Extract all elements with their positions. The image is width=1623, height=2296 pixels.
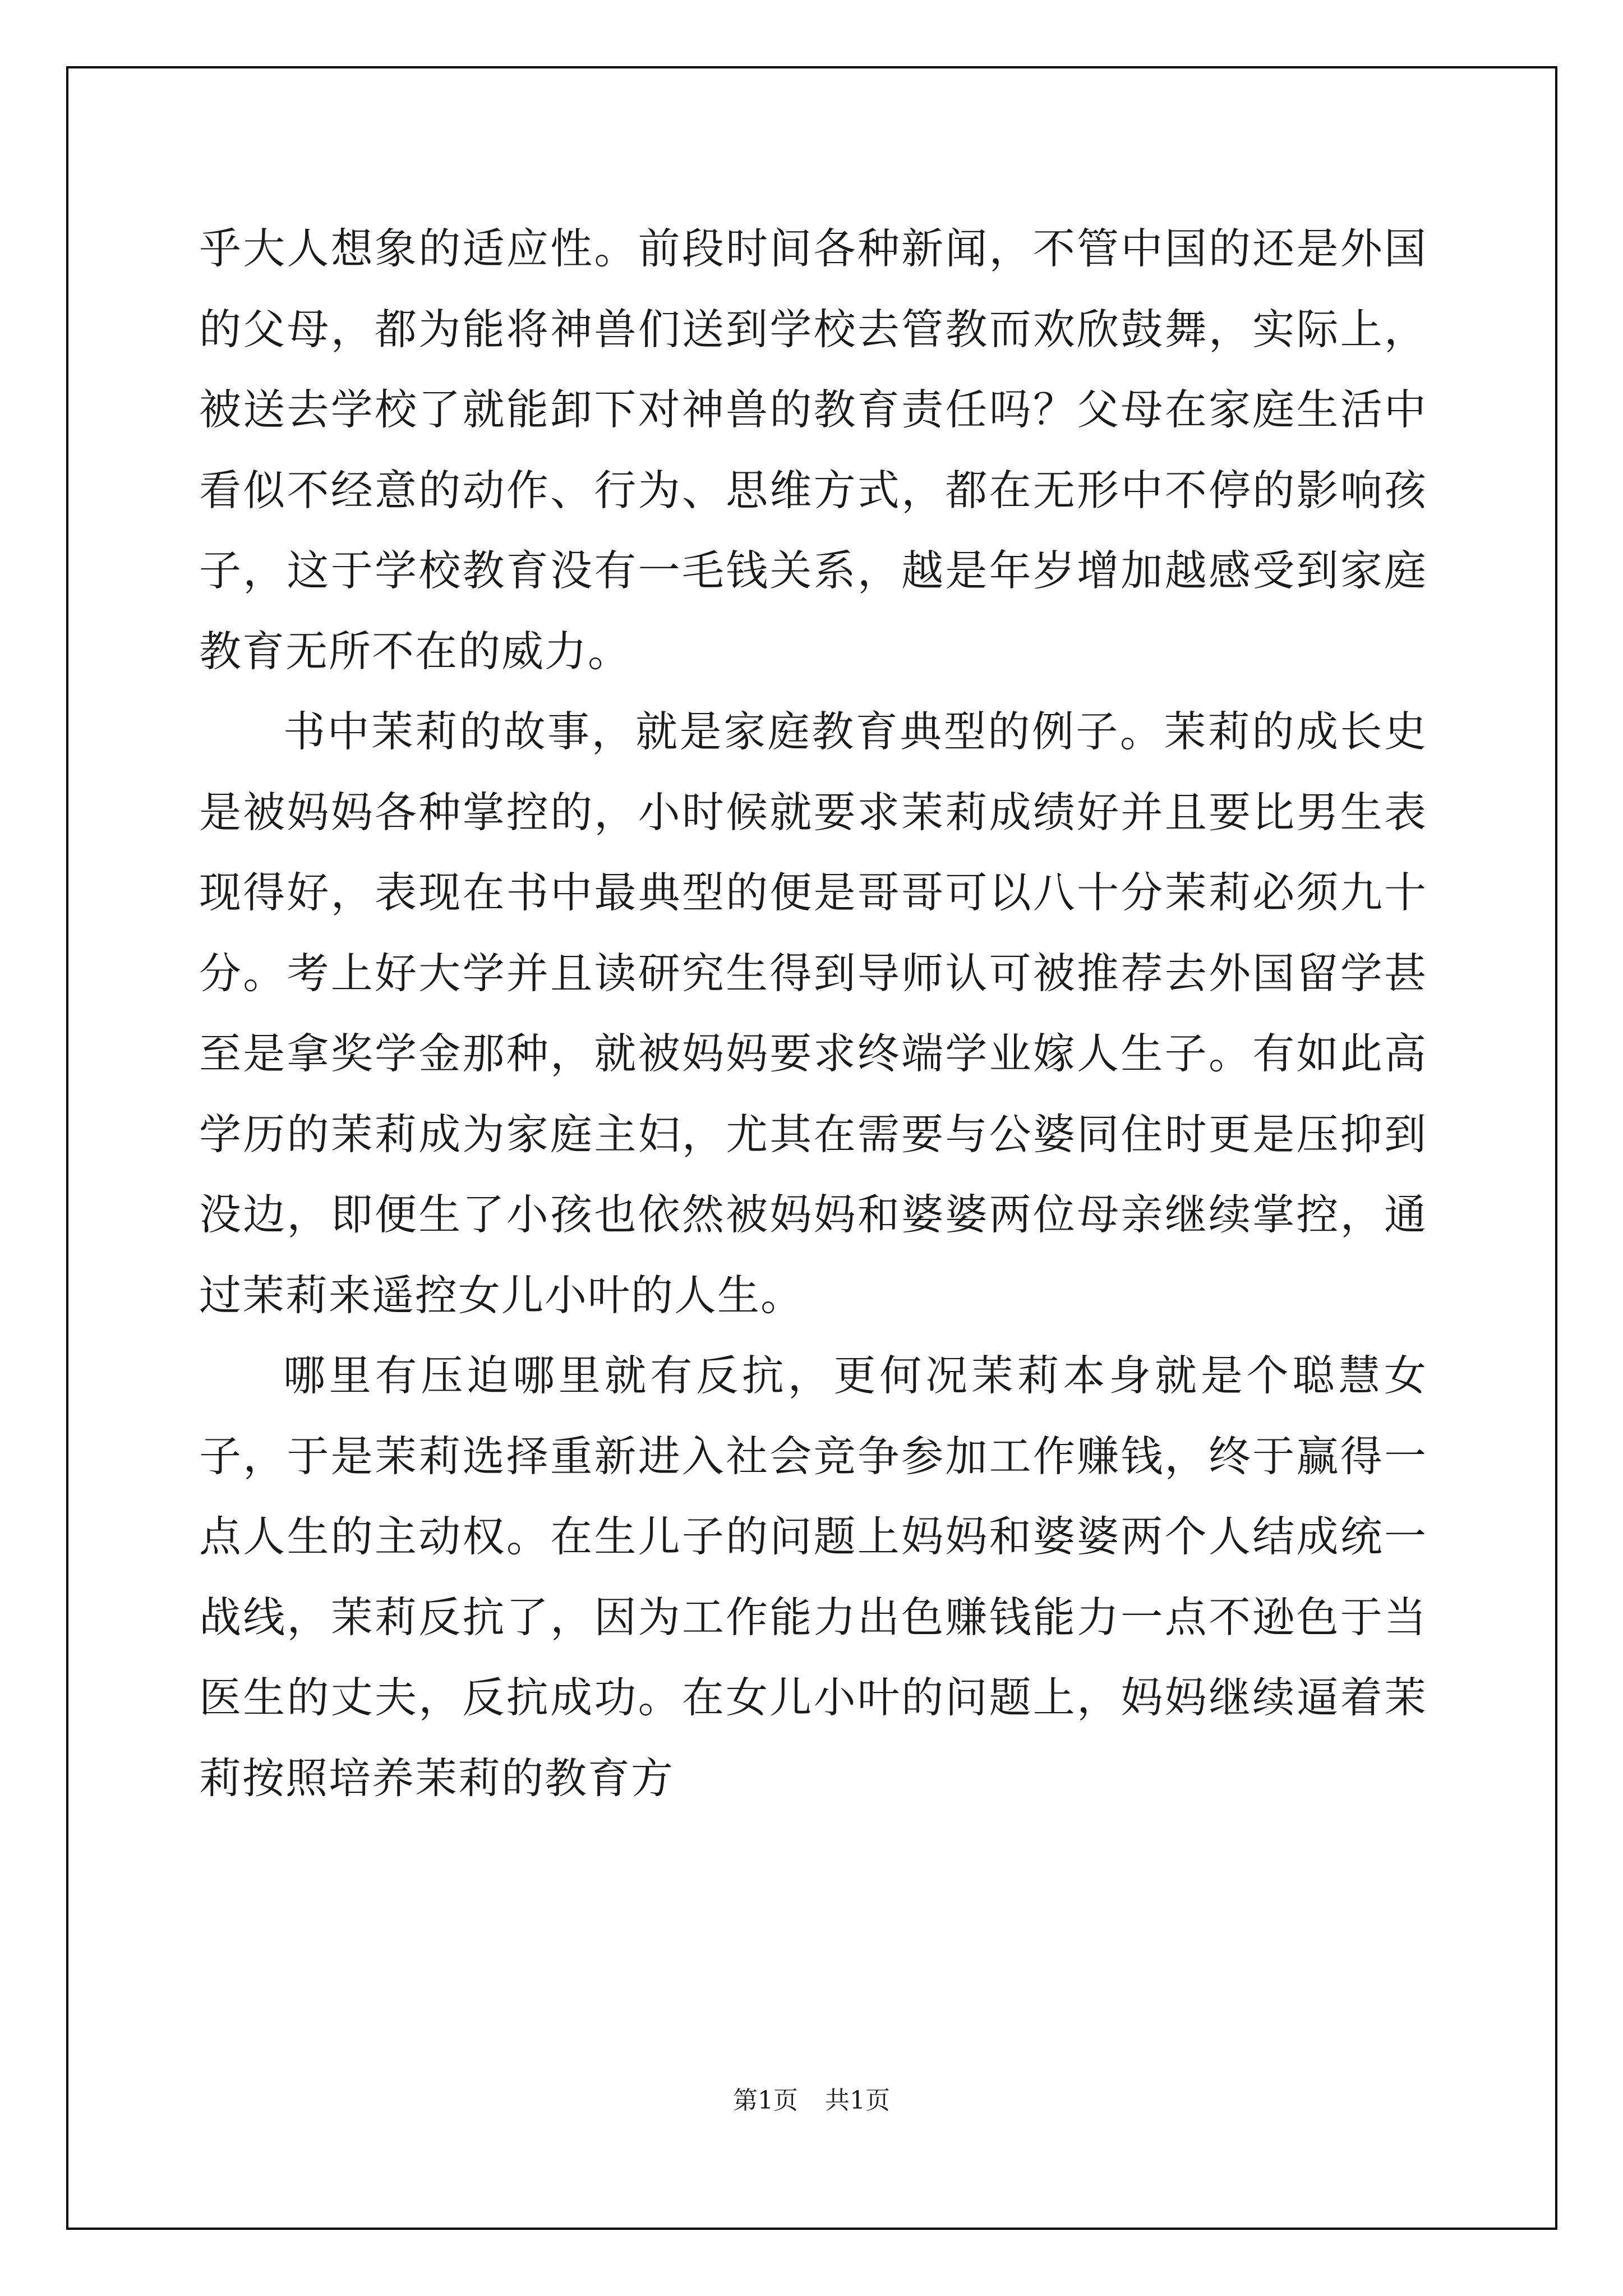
text-line: 妈妈各种掌控的，小时候就要求茉莉成绩好并且要比男生表现得好， (199, 787, 1427, 917)
text-line: 哪里有压迫哪里就有反抗，更何况茉莉本身就是个聪慧女子，于 (199, 1351, 1427, 1481)
page-total: 共1页 (825, 2086, 890, 2115)
text-line: 表现在书中最典型的便是哥哥可以八十分茉莉必须九十分。考上好大 (199, 868, 1427, 998)
text-line: 是茉莉选择重新进入社会竞争参加工作赚钱，终于赢得一点人生的主 (199, 1431, 1427, 1561)
paragraph-1 (199, 209, 1427, 692)
text-line: 母，都为能将神兽们送到学校去管教而欢欣鼓舞，实际上，被送去学 (199, 304, 1427, 434)
text-line: 没有一毛钱关系，越是年岁增加越感受到家庭教育无所不在的威力。 (199, 546, 1427, 676)
page-footer (0, 2080, 1623, 2116)
page-number: 第1页 (733, 2086, 798, 2115)
text-line: 功。在女儿小叶的问题上，妈妈继续逼着茉莉按照培养茉莉的教育方 (199, 1673, 1427, 1803)
text-line: 书中茉莉的故事，就是家庭教育典型的例子。茉莉的成长史是被 (199, 707, 1427, 837)
paragraph-3 (199, 1336, 1427, 1819)
text-line: 就被妈妈要求终端学业嫁人生子。有如此高学历的茉莉成为家庭主妇， (199, 1029, 1427, 1159)
document-body (199, 209, 1427, 1819)
text-line: 动权。在生儿子的问题上妈妈和婆婆两个人结成统一战线，茉莉反抗 (199, 1512, 1427, 1642)
paragraph-2 (199, 692, 1427, 1336)
text-line: 学并且读研究生得到导师认可被推荐去外国留学甚至是拿奖学金那种， (199, 948, 1427, 1078)
text-line: 妈和婆婆两位母亲继续掌控，通过茉莉来遥控女儿小叶的人生。 (199, 1190, 1427, 1320)
text-line: 尤其在需要与公婆同住时更是压抑到没边，即便生了小孩也依然被妈 (199, 1109, 1427, 1239)
text-line: 动作、行为、思维方式，都在无形中不停的影响孩子，这于学校教育 (199, 465, 1427, 595)
text-line: 校了就能卸下对神兽的教育责任吗？父母在家庭生活中看似不经意的 (199, 385, 1427, 515)
text-line: 了，因为工作能力出色赚钱能力一点不逊色于当医生的丈夫，反抗成 (199, 1592, 1427, 1722)
text-line: 乎大人想象的适应性。前段时间各种新闻，不管中国的还是外国的父 (199, 224, 1427, 354)
